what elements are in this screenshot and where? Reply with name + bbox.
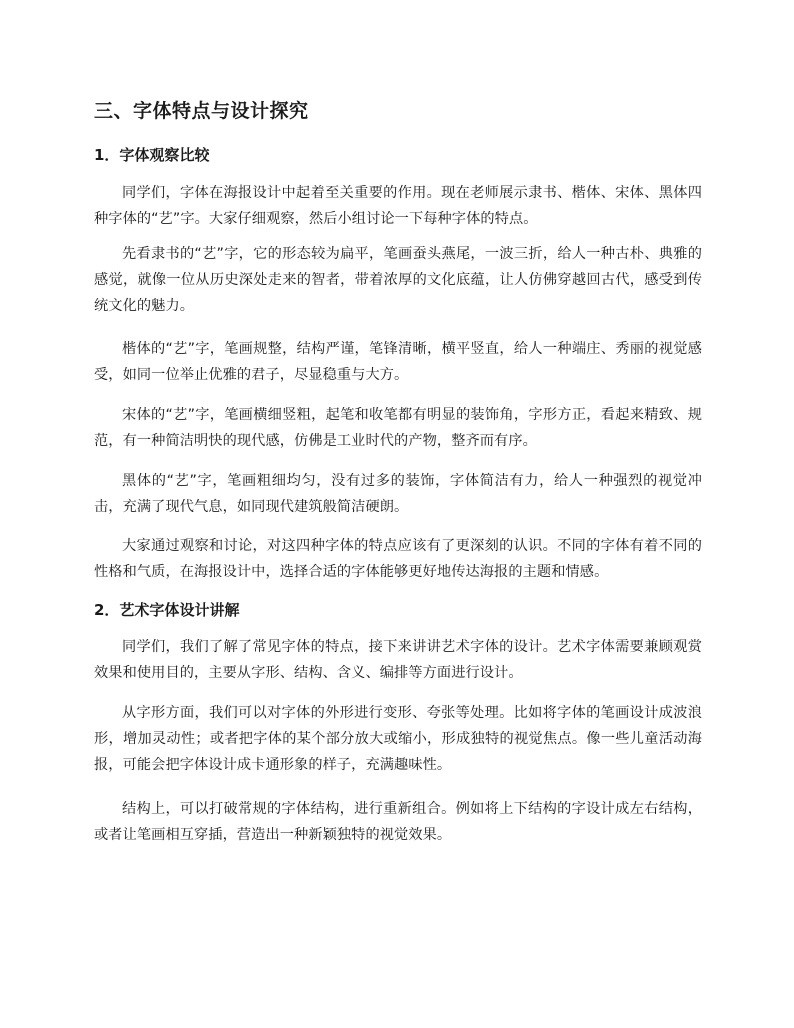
paragraph: 同学们，字体在海报设计中起着至关重要的作用。现在老师展示隶书、楷体、宋体、黑体四种字体的“艺”字。大家仔细观察，然后小组讨论一下每种字体的特点。: [94, 185, 702, 227]
paragraph: 黑体的“艺”字，笔画粗细均匀，没有过多的装饰，字体简洁有力，给人一种强烈的视觉冲击，充满了现代气息，如同现代建筑般简洁硬朗。: [94, 473, 702, 515]
section-title: 三、字体特点与设计探究: [94, 100, 309, 122]
subsection-title-font-observation: 1．字体观察比较: [94, 146, 210, 164]
subsection-title-art-font-design: 2．艺术字体设计讲解: [94, 601, 240, 619]
paragraph: 楷体的“艺”字，笔画规整，结构严谨，笔锋清晰，横平竖直，给人一种端庄、秀丽的视觉感受，如同一位举止优雅的君子，尽显稳重与大方。: [94, 341, 702, 383]
paragraph: 同学们，我们了解了常见字体的特点，接下来讲讲艺术字体的设计。艺术字体需要兼顾观赏效果和使用目的，主要从字形、结构、含义、编排等方面进行设计。: [94, 639, 702, 681]
paragraph: 先看隶书的“艺”字，它的形态较为扁平，笔画蚕头燕尾，一波三折，给人一种古朴、典雅的感觉，就像一位从历史深处走来的智者，带着浓厚的文化底蕴，让人仿佛穿越回古代，感受到传统文化的魅力。: [94, 246, 702, 314]
paragraph: 结构上，可以打破常规的字体结构，进行重新组合。例如将上下结构的字设计成左右结构，或者让笔画相互穿插，营造出一种新颖独特的视觉效果。: [94, 801, 702, 843]
paragraph: 大家通过观察和讨论，对这四种字体的特点应该有了更深刻的认识。不同的字体有着不同的性格和气质，在海报设计中，选择合适的字体能够更好地传达海报的主题和情感。: [94, 538, 702, 580]
paragraph: 从字形方面，我们可以对字体的外形进行变形、夸张等处理。比如将字体的笔画设计成波浪形，增加灵动性；或者把字体的某个部分放大或缩小，形成独特的视觉焦点。像一些儿童活动海报，可能会把字体设计成卡通形象的样子，充满趣味性。: [94, 705, 702, 773]
paragraph: 宋体的“艺”字，笔画横细竖粗，起笔和收笔都有明显的装饰角，字形方正，看起来精致、规范，有一种简洁明快的现代感，仿佛是工业时代的产物，整齐而有序。: [94, 407, 702, 449]
